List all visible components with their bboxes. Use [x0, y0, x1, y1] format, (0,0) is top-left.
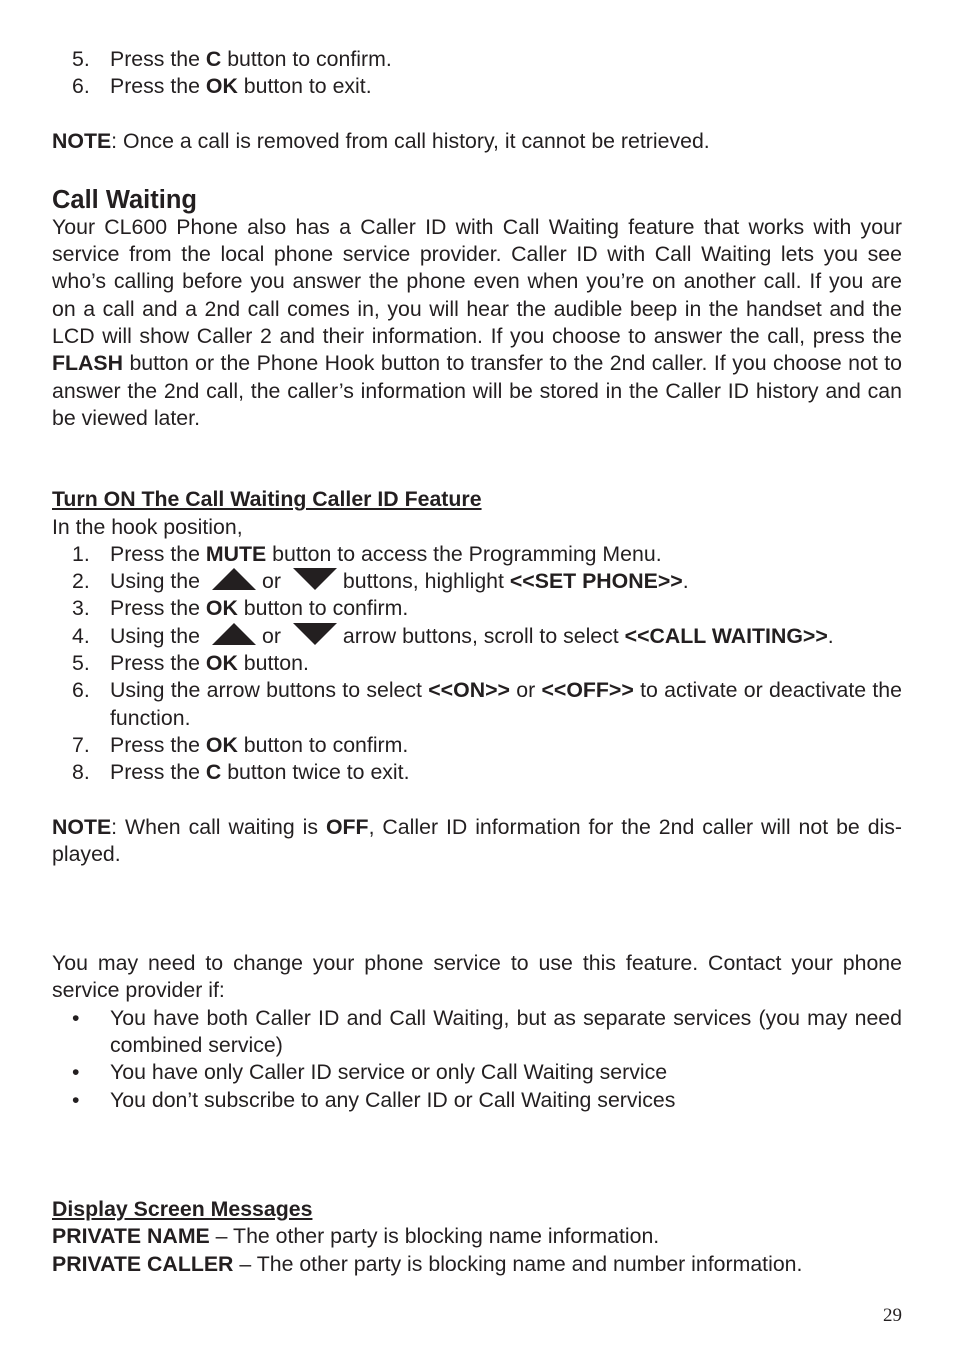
- note-retrieval: NOTE: Once a call is removed from call history, it cannot be retrieved.: [52, 128, 710, 153]
- service-intro: You may need to change your phone service to use this feature. Contact your phone service provider if:: [52, 951, 902, 1003]
- list-item: 6. Press the OK button to exit.: [72, 74, 372, 99]
- list-item: 3. Press the OK button to confirm.: [72, 596, 409, 621]
- list-item: • You have both Caller ID and Call Waiting, but as separate services (you may need combined service): [72, 1005, 902, 1058]
- turn-on-steps: [52, 541, 902, 787]
- list-item: 1. Press the MUTE button to access the Programming Menu.: [72, 541, 662, 566]
- list-item: 5. Press the C button to confirm.: [72, 47, 392, 71]
- list-item: 6. Using the arrow buttons to select <<ON>> or <<OFF>> to activate or deactivate the function.: [72, 678, 902, 730]
- list-item: 4. Using the or arrow buttons, scroll to select <<CALL WAITING>>.: [72, 623, 834, 648]
- page-number: 29: [883, 1305, 902, 1326]
- top-steps: [52, 46, 902, 101]
- display-messages-heading: Display Screen Messages: [52, 1196, 313, 1221]
- service-bullets: [52, 1005, 902, 1114]
- call-waiting-title: Call Waiting: [52, 185, 197, 214]
- up-triangle-icon: [212, 568, 256, 590]
- list-item: • You have only Caller ID service or only Call Waiting service: [72, 1060, 668, 1085]
- list-item: 2. Using the or buttons, highlight <<SET PHONE>>.: [72, 569, 689, 594]
- list-item: 7. Press the OK button to confirm.: [72, 732, 409, 757]
- call-waiting-paragraph: Your CL600 Phone also has a Caller ID with Call Waiting feature that works with your service from the local phone service provider. Caller ID with Call Waiting lets you see who’s calling before you answer the phone even when you’re on another call. If you are on a call and a 2nd call comes in, you will hear the audible beep in the handset and the LCD will show Caller 2 and their information. If you choose to answer the call, press the FLASH button or the Phone Hook button to transfer to the 2nd caller. If you choose not to answer the 2nd call, the caller’s information will be stored in the Caller ID history and can be viewed later.: [52, 214, 902, 430]
- down-triangle-icon: [293, 568, 337, 590]
- up-triangle-icon: [212, 623, 256, 645]
- manual-page: [52, 46, 902, 1278]
- display-message-item: PRIVATE NAME – The other party is blocking name information.: [52, 1224, 660, 1249]
- turn-on-intro: In the hook position,: [52, 514, 243, 539]
- display-message-item: PRIVATE CALLER – The other party is blocking name and number information.: [52, 1251, 803, 1276]
- list-item: • You don’t subscribe to any Caller ID or Call Waiting services: [72, 1087, 676, 1112]
- list-item: 5. Press the OK button.: [72, 651, 309, 676]
- turn-on-heading: Turn ON The Call Waiting Caller ID Feature: [52, 487, 482, 512]
- note-call-waiting-off: NOTE: When call waiting is OFF, Caller ID information for the 2nd caller will not be dis-played.: [52, 814, 903, 866]
- down-triangle-icon: [293, 623, 337, 645]
- list-item: 8. Press the C button twice to exit.: [72, 760, 410, 785]
